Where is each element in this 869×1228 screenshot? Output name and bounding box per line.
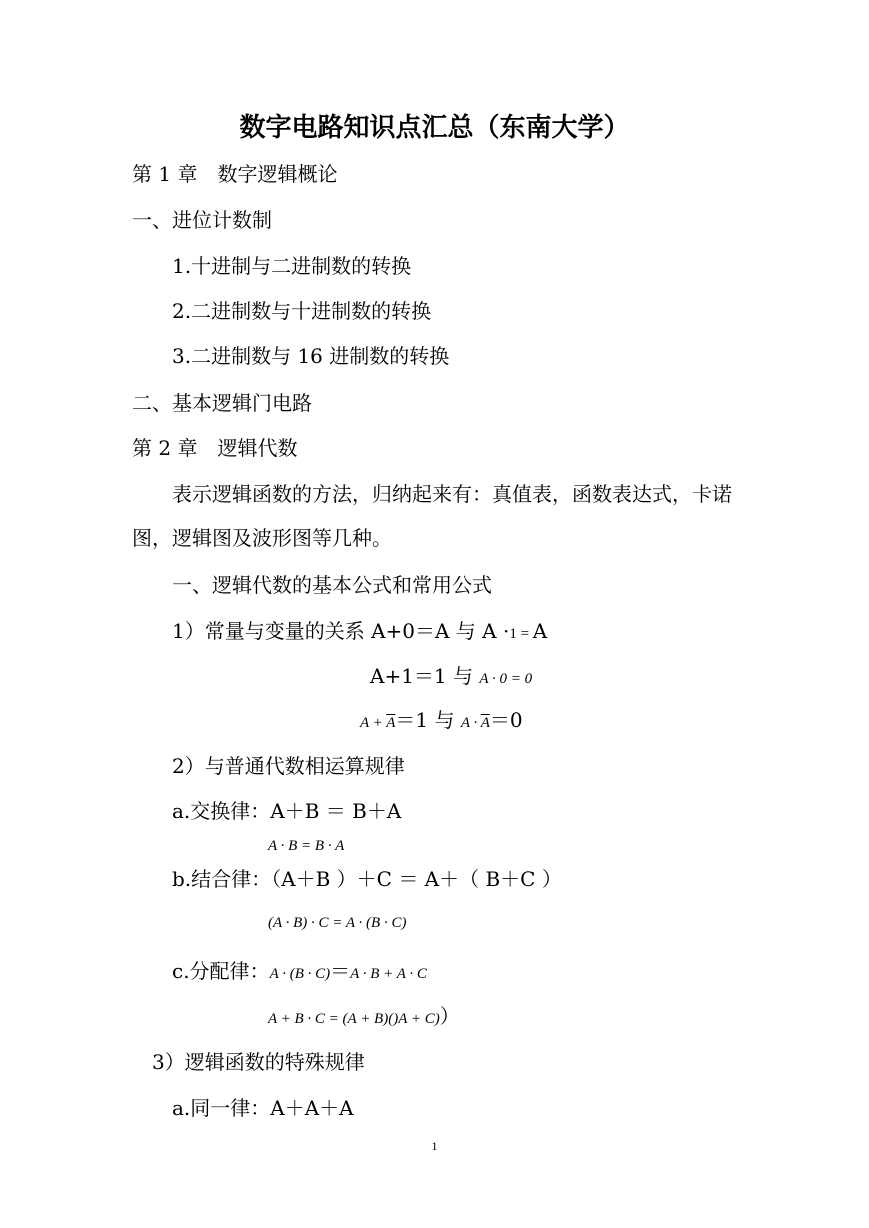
section-1-heading: 一、进位计数制 bbox=[132, 208, 272, 232]
rule-1-line-2-text: A+1＝1 与 bbox=[370, 664, 480, 688]
distributive-line bbox=[172, 959, 427, 986]
chapter-1-heading: 第 1 章 数字逻辑概论 bbox=[132, 162, 338, 186]
chapter-2-heading: 第 2 章 逻辑代数 bbox=[132, 436, 298, 460]
formula-part-overlined: $\overline{A}$ bbox=[386, 715, 396, 731]
subsection-heading: 一、逻辑代数的基本公式和常用公式 bbox=[172, 573, 492, 597]
paragraph-line-1: 表示逻辑函数的方法，归纳起来有：真值表，函数表达式，卡诺 bbox=[172, 482, 732, 506]
rule-1-label: 1）常量与变量的关系 A+0＝A 与 A · bbox=[172, 619, 510, 643]
associative-label: b.结合律： bbox=[172, 867, 272, 891]
rule-3-label: 3）逻辑函数的特殊规律 bbox=[152, 1050, 365, 1074]
distributive-math-3: A + B · C = (A + B)()A + C) bbox=[268, 1011, 440, 1027]
distributive-line-2 bbox=[268, 1004, 460, 1031]
distributive-paren: ） bbox=[439, 1004, 460, 1028]
rule-1-line-2-math: A · 0 = 0 bbox=[479, 671, 533, 687]
commutative-label: a.交换律： bbox=[172, 799, 271, 823]
formula-part: A · bbox=[460, 715, 481, 731]
rule-1-line-3 bbox=[360, 708, 523, 735]
associative-math: (A · B) · C = A · (B · C) bbox=[268, 915, 407, 931]
distributive-eq: ＝ bbox=[330, 959, 351, 983]
section-2-heading: 二、基本逻辑门电路 bbox=[132, 391, 312, 415]
formula-part: A + bbox=[360, 715, 387, 731]
idempotent-line bbox=[172, 1096, 354, 1120]
distributive-label: c.分配律： bbox=[172, 959, 270, 983]
page-number: 1 bbox=[431, 1139, 438, 1153]
rule-1-tail: A bbox=[532, 619, 548, 643]
idempotent-label: a.同一律： bbox=[172, 1096, 271, 1120]
associative-text: （A＋B ）＋C ＝ A＋（ B＋C ） bbox=[271, 867, 562, 891]
rule-1-inline-math: 1 = bbox=[509, 626, 533, 642]
distributive-math-1: A · (B · C) bbox=[269, 966, 331, 982]
paragraph-line-2: 图，逻辑图及波形图等几种。 bbox=[132, 526, 392, 550]
commutative-math: A · B = B · A bbox=[268, 838, 345, 854]
list-item: 1.十进制与二进制数的转换 bbox=[172, 254, 412, 278]
distributive-math-2: A · B + A · C bbox=[350, 966, 427, 982]
document-title: 数字电路知识点汇总（东南大学） bbox=[239, 113, 630, 143]
idempotent-text: A＋A＋A bbox=[270, 1096, 354, 1120]
rule-2-label: 2）与普通代数相运算规律 bbox=[172, 754, 405, 778]
formula-part-overlined: $\overline{A}$ bbox=[480, 715, 490, 731]
commutative-line bbox=[172, 799, 401, 823]
commutative-text: A＋B ＝ B＋A bbox=[270, 799, 402, 823]
formula-part: ＝0 bbox=[489, 708, 523, 732]
list-item: 3.二进制数与 16 进制数的转换 bbox=[172, 344, 450, 368]
associative-line bbox=[172, 867, 562, 891]
formula-part: ＝1 与 bbox=[395, 708, 461, 732]
list-item: 2.二进制数与十进制数的转换 bbox=[172, 299, 432, 323]
rule-1-line-2 bbox=[370, 664, 532, 691]
rule-1-line-1 bbox=[172, 619, 547, 646]
